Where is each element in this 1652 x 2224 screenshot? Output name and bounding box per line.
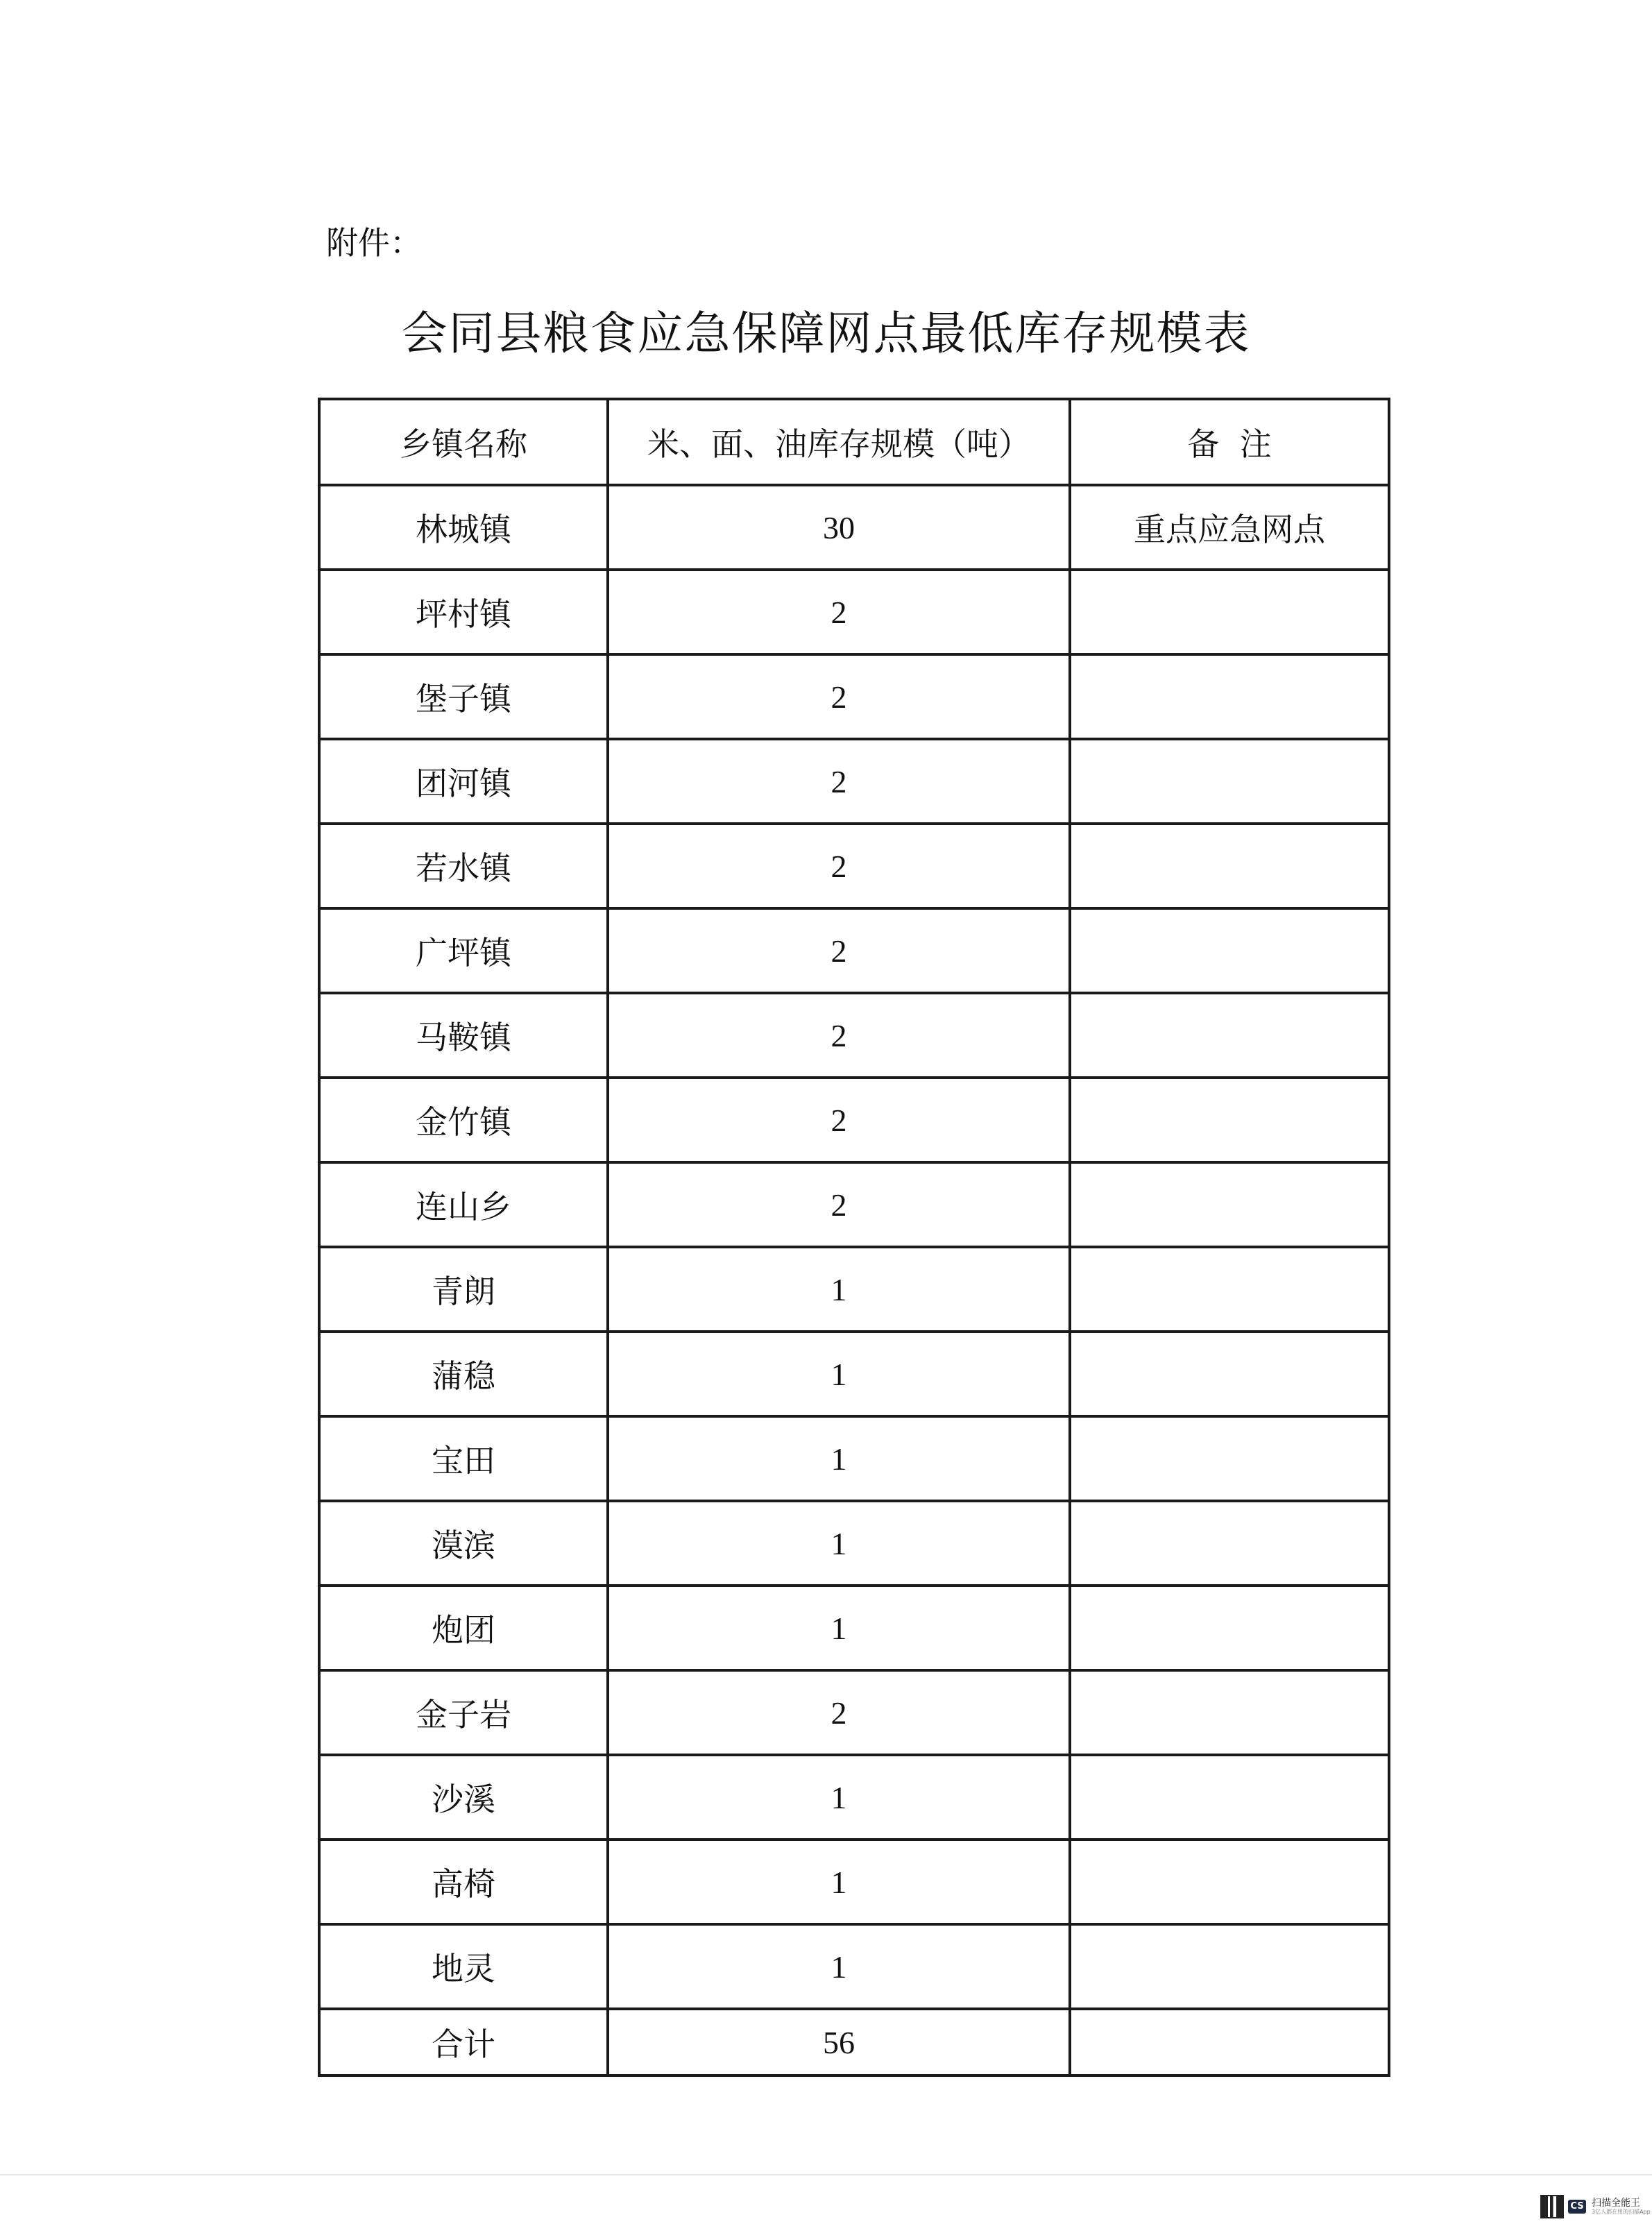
total-quantity: 56 bbox=[608, 2009, 1070, 2076]
town-name-cell: 堡子镇 bbox=[319, 654, 608, 739]
scanner-brand-name: 扫描全能王 bbox=[1592, 2198, 1640, 2209]
quantity-cell: 30 bbox=[608, 485, 1070, 570]
town-name-cell: 连山乡 bbox=[319, 1162, 608, 1247]
town-name-cell: 青朗 bbox=[319, 1247, 608, 1332]
header-note: 备 注 bbox=[1070, 399, 1389, 485]
table-row bbox=[319, 654, 1389, 739]
scanner-logo-badge: CS bbox=[1568, 2200, 1586, 2214]
note-cell bbox=[1070, 1586, 1389, 1670]
quantity-cell: 1 bbox=[608, 1501, 1070, 1586]
town-name-cell: 炮团 bbox=[319, 1586, 608, 1670]
header-town: 乡镇名称 bbox=[319, 399, 608, 485]
town-name-cell: 林城镇 bbox=[319, 485, 608, 570]
note-cell bbox=[1070, 1670, 1389, 1755]
table-row bbox=[319, 1755, 1389, 1840]
note-cell bbox=[1070, 739, 1389, 824]
town-name-cell: 金竹镇 bbox=[319, 1078, 608, 1162]
table-body bbox=[319, 485, 1389, 2009]
town-name-cell: 沙溪 bbox=[319, 1755, 608, 1840]
table-row bbox=[319, 1247, 1389, 1332]
quantity-cell: 2 bbox=[608, 1162, 1070, 1247]
table-row bbox=[319, 1586, 1389, 1670]
note-cell bbox=[1070, 1501, 1389, 1586]
town-name-cell: 金子岩 bbox=[319, 1670, 608, 1755]
note-cell bbox=[1070, 1247, 1389, 1332]
quantity-cell: 1 bbox=[608, 1416, 1070, 1501]
qr-code-icon bbox=[1542, 2196, 1562, 2217]
note-cell bbox=[1070, 1924, 1389, 2009]
note-cell bbox=[1070, 1416, 1389, 1501]
table-row bbox=[319, 570, 1389, 654]
quantity-cell: 1 bbox=[608, 1247, 1070, 1332]
town-name-cell: 坪村镇 bbox=[319, 570, 608, 654]
town-name-cell: 团河镇 bbox=[319, 739, 608, 824]
quantity-cell: 1 bbox=[608, 1924, 1070, 2009]
total-row bbox=[319, 2009, 1389, 2076]
scanner-brand-subtitle: 3亿人都在用的扫描App bbox=[1592, 2209, 1651, 2215]
document-title: 会同县粮食应急保障网点最低库存规模表 bbox=[401, 307, 1251, 360]
table-row bbox=[319, 739, 1389, 824]
scanner-brand bbox=[1592, 2198, 1651, 2215]
note-cell bbox=[1070, 908, 1389, 993]
quantity-cell: 1 bbox=[608, 1586, 1070, 1670]
quantity-cell: 2 bbox=[608, 993, 1070, 1078]
attachment-label: 附件： bbox=[326, 224, 422, 262]
quantity-cell: 2 bbox=[608, 570, 1070, 654]
note-cell bbox=[1070, 1755, 1389, 1840]
note-cell bbox=[1070, 654, 1389, 739]
page-footer-divider bbox=[0, 2174, 1652, 2175]
town-name-cell: 若水镇 bbox=[319, 824, 608, 908]
table-row bbox=[319, 908, 1389, 993]
town-name-cell: 马鞍镇 bbox=[319, 993, 608, 1078]
table-row bbox=[319, 824, 1389, 908]
note-cell bbox=[1070, 570, 1389, 654]
quantity-cell: 1 bbox=[608, 1332, 1070, 1416]
table-row bbox=[319, 1924, 1389, 2009]
quantity-cell: 2 bbox=[608, 908, 1070, 993]
scanner-watermark bbox=[1542, 2195, 1651, 2218]
quantity-cell: 2 bbox=[608, 654, 1070, 739]
quantity-cell: 2 bbox=[608, 824, 1070, 908]
table-row bbox=[319, 1078, 1389, 1162]
note-cell bbox=[1070, 993, 1389, 1078]
table-row bbox=[319, 1670, 1389, 1755]
quantity-cell: 1 bbox=[608, 1755, 1070, 1840]
inventory-table bbox=[318, 398, 1390, 2077]
table-row bbox=[319, 1501, 1389, 1586]
note-cell bbox=[1070, 1840, 1389, 1924]
town-name-cell: 漠滨 bbox=[319, 1501, 608, 1586]
town-name-cell: 广坪镇 bbox=[319, 908, 608, 993]
note-cell bbox=[1070, 1332, 1389, 1416]
quantity-cell: 2 bbox=[608, 739, 1070, 824]
town-name-cell: 高椅 bbox=[319, 1840, 608, 1924]
table-row bbox=[319, 1416, 1389, 1501]
note-cell bbox=[1070, 1162, 1389, 1247]
town-name-cell: 宝田 bbox=[319, 1416, 608, 1501]
note-cell bbox=[1070, 1078, 1389, 1162]
table-header-row bbox=[319, 399, 1389, 485]
table-row bbox=[319, 993, 1389, 1078]
table-row bbox=[319, 1332, 1389, 1416]
quantity-cell: 1 bbox=[608, 1840, 1070, 1924]
table-row bbox=[319, 485, 1389, 570]
quantity-cell: 2 bbox=[608, 1670, 1070, 1755]
quantity-cell: 2 bbox=[608, 1078, 1070, 1162]
town-name-cell: 地灵 bbox=[319, 1924, 608, 2009]
town-name-cell: 蒲稳 bbox=[319, 1332, 608, 1416]
table-row bbox=[319, 1840, 1389, 1924]
table-row bbox=[319, 1162, 1389, 1247]
header-quantity: 米、面、油库存规模（吨） bbox=[608, 399, 1070, 485]
total-label: 合计 bbox=[319, 2009, 608, 2076]
note-cell: 重点应急网点 bbox=[1070, 485, 1389, 570]
note-cell bbox=[1070, 824, 1389, 908]
total-note bbox=[1070, 2009, 1389, 2076]
